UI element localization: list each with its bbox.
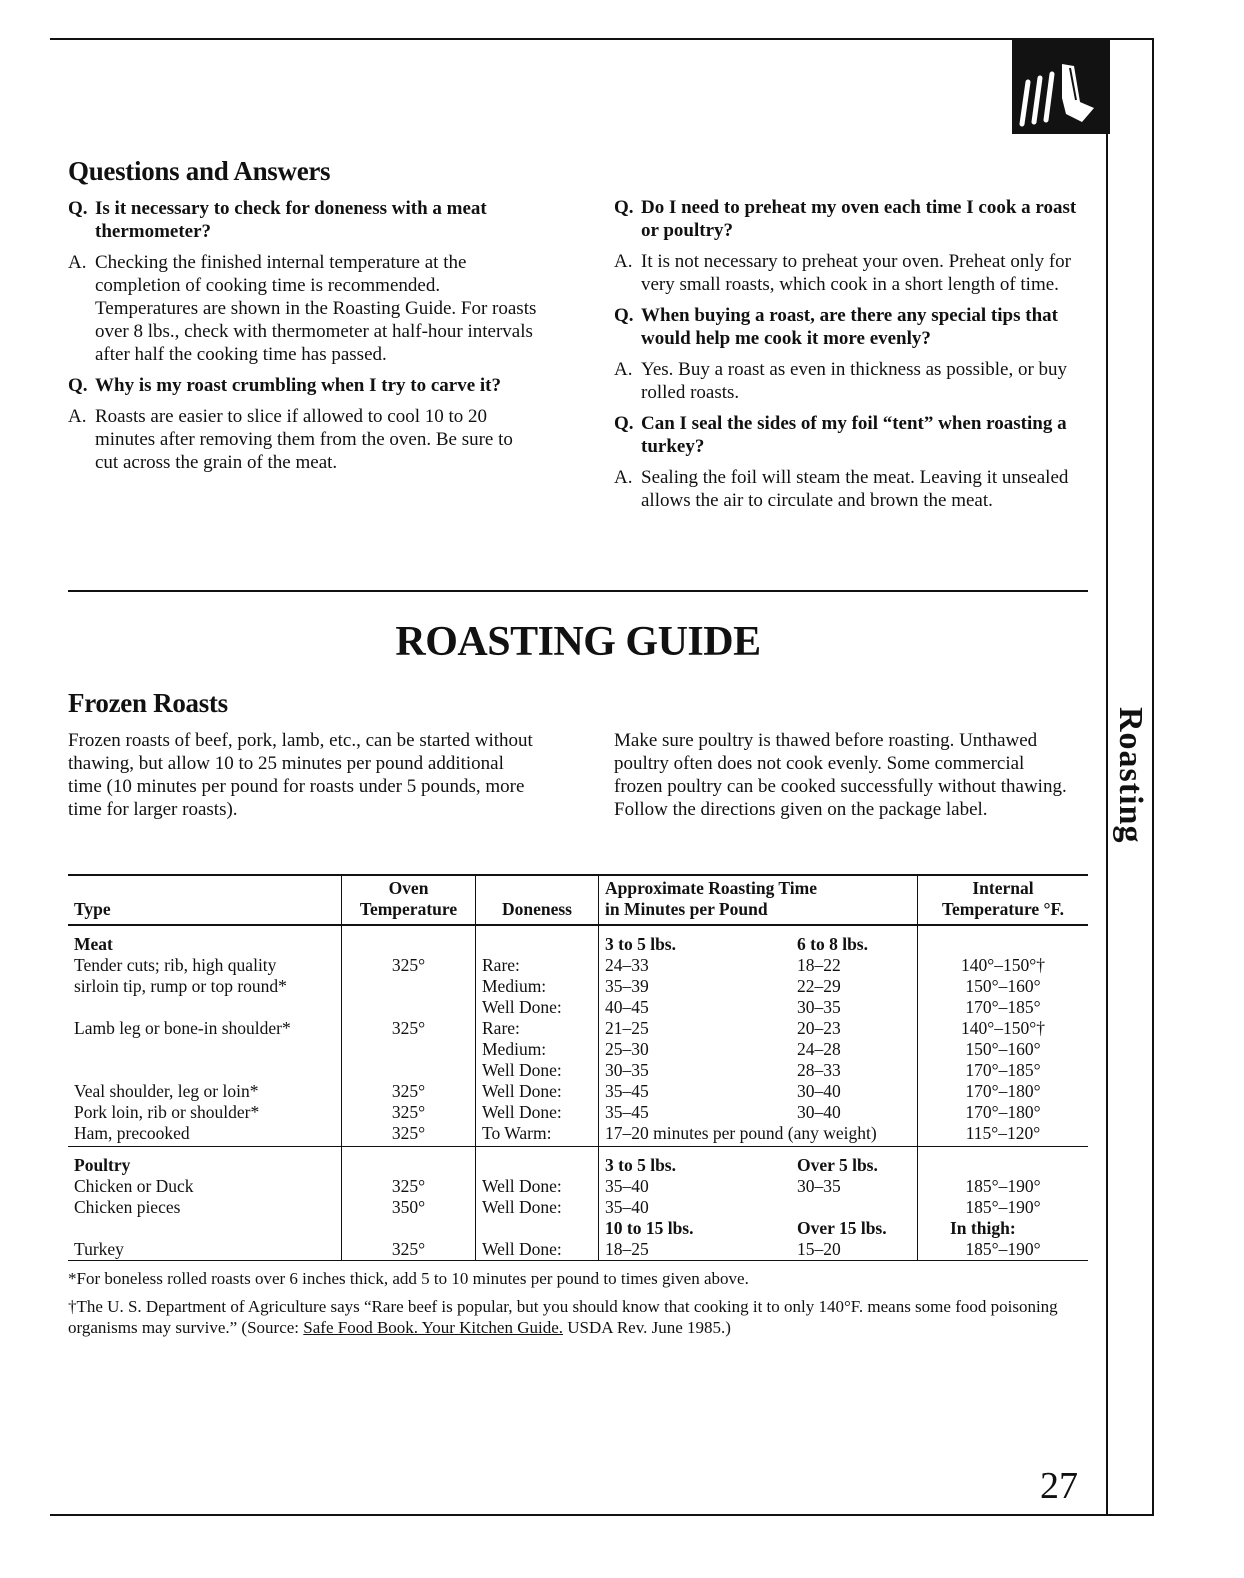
- answer-text: Checking the finished internal temperature at the completion of cooking time is recommended. Temperatures are shown in the Roasting Guide. For roasts over 8 lbs., check with thermometer at half-hour intervals after half the cooking time has passed.: [95, 252, 537, 365]
- table-row: Meat 3 to 5 lbs. 6 to 8 lbs.: [68, 925, 1088, 955]
- table-row: Tender cuts; rib, high quality 325° Rare: 24–33 18–22 140°–150°†: [68, 955, 1088, 976]
- qa-item: Q. Do I need to preheat my oven each time I cook a roast or poultry?: [614, 196, 1084, 242]
- question-text: Is it necessary to check for doneness with a meat thermometer?: [95, 198, 487, 242]
- col-internal-header: Internal Temperature °F.: [918, 875, 1089, 925]
- table-row: Well Done: 40–45 30–35 170°–185°: [68, 997, 1088, 1018]
- bottom-rule: [50, 1514, 1154, 1516]
- qa-heading: Questions and Answers: [68, 156, 331, 186]
- source-title: Safe Food Book. Your Kitchen Guide.: [303, 1318, 563, 1337]
- question-text: When buying a roast, are there any special tips that would help me cook it more evenly?: [641, 305, 1058, 349]
- hand-oven-icon: [1012, 38, 1110, 134]
- answer-text: Yes. Buy a roast as even in thickness as possible, or buy rolled roasts.: [641, 359, 1068, 403]
- answer-text: It is not necessary to preheat your oven. Preheat only for very small roasts, which cook in a short length of time.: [641, 251, 1072, 295]
- qa-right-column: [614, 196, 1084, 520]
- roasting-guide-title: ROASTING GUIDE: [395, 619, 761, 665]
- frozen-roasts-right-text: Make sure poultry is thawed before roasting. Unthawed poultry often does not cook evenly. Some commercial frozen poultry can be cooked successfully without thawing. Follow the directions given on the package label.: [614, 730, 1067, 820]
- answer-text: Roasts are easier to slice if allowed to cool 10 to 20 minutes after removing them from the oven. Be sure to cut across the grain of the meat.: [95, 406, 513, 473]
- side-tab-right-rule: [1152, 38, 1154, 1516]
- frozen-roasts-left-text: Frozen roasts of beef, pork, lamb, etc., can be started without thawing, but allow 10 to 25 minutes per pound additional time (10 minutes per pound for roasts under 5 pounds, more time for larger roasts).: [68, 730, 533, 820]
- table-row: Chicken pieces 350° Well Done: 35–40 185°–190°: [68, 1197, 1088, 1218]
- qa-left-column: [68, 197, 538, 482]
- qa-item: A. It is not necessary to preheat your oven. Preheat only for very small roasts, which cook in a short length of time.: [614, 250, 1084, 296]
- top-rule: [50, 38, 1154, 40]
- table-header-row: [68, 875, 1088, 925]
- qa-item: A. Sealing the foil will steam the meat. Leaving it unsealed allows the air to circulate and brown the meat.: [614, 466, 1084, 512]
- col-time-header: Approximate Roasting Time in Minutes per Pound: [599, 875, 918, 925]
- table-row: Turkey 325° Well Done: 18–25 15–20 185°–190°: [68, 1239, 1088, 1261]
- section-divider: [68, 590, 1088, 592]
- roasting-table: [68, 874, 1088, 1261]
- qa-item: A. Roasts are easier to slice if allowed to cool 10 to 20 minutes after removing them from the oven. Be sure to cut across the grain of the meat.: [68, 405, 538, 474]
- table-row: Medium: 25–30 24–28 150°–160°: [68, 1039, 1088, 1060]
- table-row: Veal shoulder, leg or loin* 325° Well Done: 35–45 30–40 170°–180°: [68, 1081, 1088, 1102]
- col-doneness-header: Doneness: [476, 875, 599, 925]
- col-type-header: Type: [74, 899, 111, 919]
- table-row: Chicken or Duck 325° Well Done: 35–40 30–35 185°–190°: [68, 1176, 1088, 1197]
- question-text: Can I seal the sides of my foil “tent” when roasting a turkey?: [641, 413, 1067, 457]
- question-text: Why is my roast crumbling when I try to carve it?: [95, 375, 502, 396]
- table-row: 10 to 15 lbs. Over 15 lbs. In thigh:: [68, 1218, 1088, 1239]
- footnote-star: *For boneless rolled roasts over 6 inches thick, add 5 to 10 minutes per pound to times given above.: [68, 1269, 749, 1288]
- table-row: Poultry 3 to 5 lbs. Over 5 lbs.: [68, 1147, 1088, 1177]
- qa-item: Q. Can I seal the sides of my foil “tent” when roasting a turkey?: [614, 412, 1084, 458]
- table-row: sirloin tip, rump or top round* Medium: 35–39 22–29 150°–160°: [68, 976, 1088, 997]
- question-text: Do I need to preheat my oven each time I cook a roast or poultry?: [641, 197, 1077, 241]
- qa-item: Q. Is it necessary to check for doneness with a meat thermometer?: [68, 197, 538, 243]
- answer-text: Sealing the foil will steam the meat. Leaving it unsealed allows the air to circulate and brown the meat.: [641, 467, 1069, 511]
- side-tab-label: Roasting: [1112, 706, 1149, 844]
- table-row: Pork loin, rib or shoulder* 325° Well Done: 35–45 30–40 170°–180°: [68, 1102, 1088, 1123]
- footnote-dagger: †The U. S. Department of Agriculture says “Rare beef is popular, but you should know that cooking it to only 140°F. means some food poisoning organisms may survive.” (Source: Safe Food Book. Your Kitchen Guide. USDA Rev. June 1985.): [68, 1297, 1058, 1337]
- qa-item: Q. Why is my roast crumbling when I try to carve it?: [68, 374, 538, 397]
- table-row: Well Done: 30–35 28–33 170°–185°: [68, 1060, 1088, 1081]
- frozen-roasts-heading: Frozen Roasts: [68, 688, 228, 718]
- qa-item: A. Yes. Buy a roast as even in thickness as possible, or buy rolled roasts.: [614, 358, 1084, 404]
- table-row: Ham, precooked 325° To Warm: 17–20 minutes per pound (any weight) 115°–120°: [68, 1123, 1088, 1147]
- qa-item: Q. When buying a roast, are there any special tips that would help me cook it more evenly?: [614, 304, 1084, 350]
- col-oven-header: Oven Temperature: [342, 875, 476, 925]
- table-row: Lamb leg or bone-in shoulder* 325° Rare: 21–25 20–23 140°–150°†: [68, 1018, 1088, 1039]
- page-number: 27: [1040, 1465, 1078, 1507]
- qa-item: A. Checking the finished internal temperature at the completion of cooking time is recommended. Temperatures are shown in the Roasting Guide. For roasts over 8 lbs., check with thermometer at half-hour intervals after half the cooking time has passed.: [68, 252, 537, 365]
